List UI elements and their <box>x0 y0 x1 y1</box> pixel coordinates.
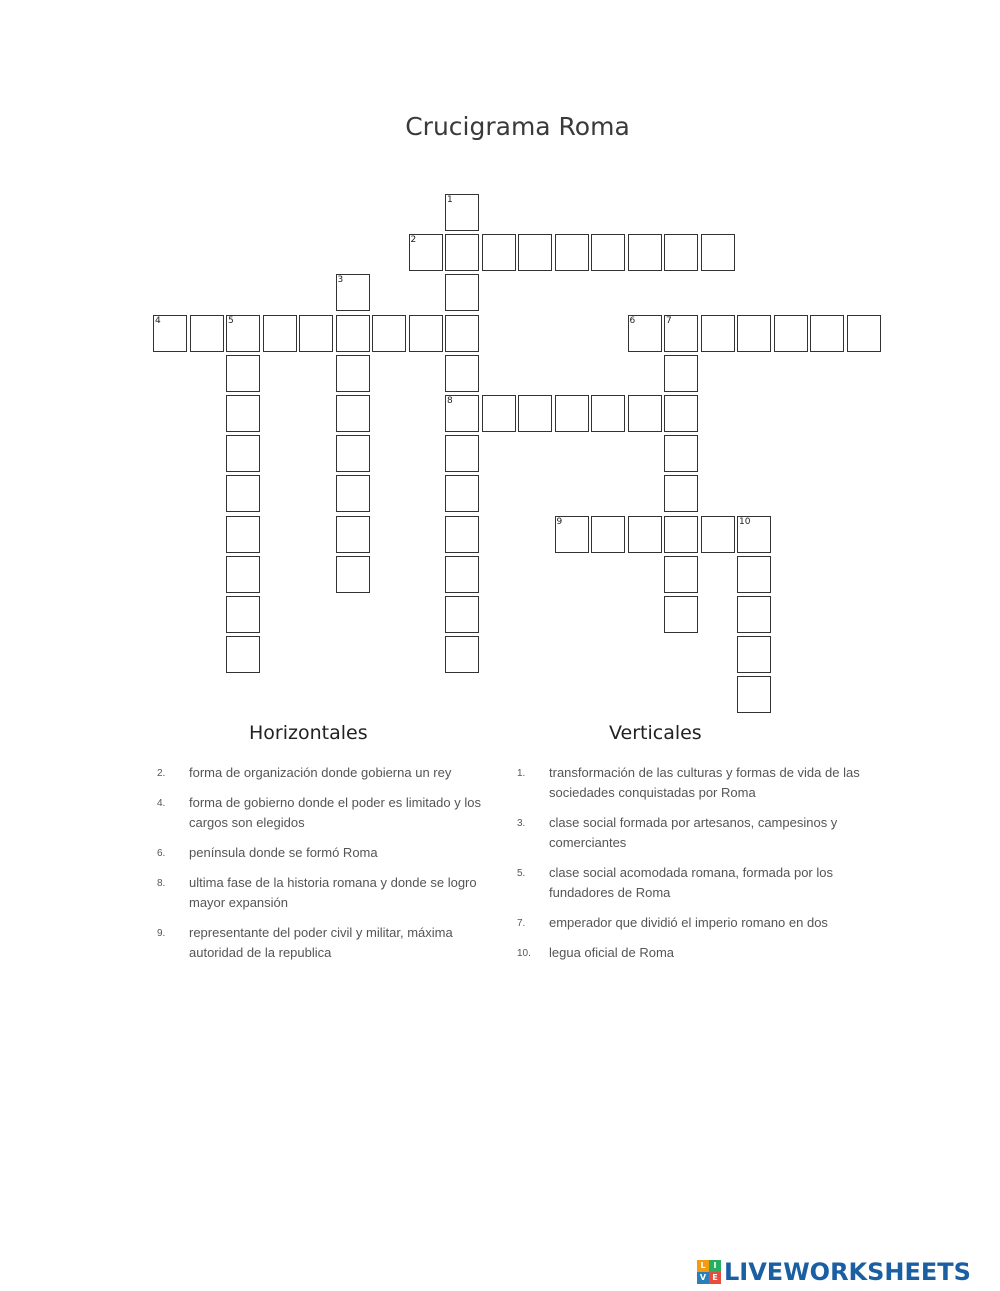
clue-text: forma de gobierno donde el poder es limitado y los cargos son elegidos <box>189 795 481 830</box>
liveworksheets-logo <box>697 1257 971 1287</box>
crossword-cell[interactable] <box>445 395 479 432</box>
crossword-cell[interactable] <box>701 516 735 553</box>
crossword-cell[interactable] <box>664 234 698 271</box>
crossword-cell[interactable] <box>482 395 516 432</box>
crossword-cell[interactable] <box>445 194 479 231</box>
clue-number: 10. <box>517 948 531 959</box>
crossword-cell[interactable] <box>591 516 625 553</box>
crossword-cell[interactable] <box>701 315 735 352</box>
crossword-cell[interactable] <box>445 435 479 472</box>
crossword-cell[interactable] <box>409 315 443 352</box>
clue-number: 6. <box>157 848 166 859</box>
clue-item <box>157 763 497 783</box>
crossword-cell[interactable] <box>226 556 260 593</box>
crossword-cell[interactable] <box>445 274 479 311</box>
crossword-cell[interactable] <box>336 395 370 432</box>
clue-item <box>517 913 879 933</box>
crossword-cell[interactable] <box>336 355 370 392</box>
crossword-cell[interactable] <box>226 315 260 352</box>
crossword-cell[interactable] <box>591 234 625 271</box>
clue-text: clase social formada por artesanos, campesinos y comerciantes <box>549 815 838 850</box>
crossword-cell[interactable] <box>445 516 479 553</box>
crossword-cell[interactable] <box>226 636 260 673</box>
clue-text: legua oficial de Roma <box>549 945 675 960</box>
clue-item <box>517 863 879 903</box>
crossword-cell[interactable] <box>737 636 771 673</box>
clue-number-label: 5 <box>228 315 234 326</box>
logo-mark-icon <box>697 1260 721 1284</box>
crossword-cell[interactable] <box>591 395 625 432</box>
crossword-cell[interactable] <box>737 556 771 593</box>
crossword-cell[interactable] <box>664 315 698 352</box>
verticales-clue-list <box>517 763 879 973</box>
crossword-cell[interactable] <box>628 315 662 352</box>
crossword-cell[interactable] <box>226 475 260 512</box>
crossword-cell[interactable] <box>226 355 260 392</box>
clue-text: clase social acomodada romana, formada por los fundadores de Roma <box>549 865 833 900</box>
logo-mark-letter: I <box>709 1260 721 1272</box>
clue-item <box>517 813 879 853</box>
crossword-cell[interactable] <box>664 355 698 392</box>
crossword-cell[interactable] <box>226 435 260 472</box>
crossword-cell[interactable] <box>336 556 370 593</box>
logo-mark-letter: E <box>709 1272 721 1284</box>
clue-text: representante del poder civil y militar, máxima autoridad de la republica <box>189 925 453 960</box>
crossword-cell[interactable] <box>190 315 224 352</box>
crossword-cell[interactable] <box>226 395 260 432</box>
crossword-cell[interactable] <box>153 315 187 352</box>
clue-number: 8. <box>157 878 166 889</box>
clue-number: 1. <box>517 768 526 779</box>
horizontales-clue-list <box>157 763 497 973</box>
clue-item <box>157 843 497 863</box>
crossword-cell[interactable] <box>737 516 771 553</box>
crossword-cell[interactable] <box>409 234 443 271</box>
clue-number: 5. <box>517 868 526 879</box>
crossword-cell[interactable] <box>482 234 516 271</box>
clue-number-label: 6 <box>629 315 636 326</box>
crossword-cell[interactable] <box>628 395 662 432</box>
crossword-cell[interactable] <box>445 315 479 352</box>
crossword-cell[interactable] <box>518 234 552 271</box>
crossword-cell[interactable] <box>372 315 406 352</box>
clue-number-label: 9 <box>556 516 563 527</box>
crossword-cell[interactable] <box>737 676 771 713</box>
crossword-cell[interactable] <box>445 636 479 673</box>
clue-text: ultima fase de la historia romana y donde se logro mayor expansión <box>189 875 477 910</box>
clue-item <box>157 923 497 963</box>
crossword-cell[interactable] <box>336 516 370 553</box>
clue-number-label: 8 <box>447 396 453 406</box>
logo-mark-letter: V <box>697 1272 709 1284</box>
crossword-cell[interactable] <box>263 315 297 352</box>
crossword-cell[interactable] <box>336 435 370 472</box>
clue-text: forma de organización donde gobierna un rey <box>189 765 452 780</box>
crossword-cell[interactable] <box>555 516 589 553</box>
clue-text: transformación de las culturas y formas de vida de las sociedades conquistadas por Roma <box>549 765 860 800</box>
crossword-cell[interactable] <box>737 596 771 633</box>
crossword-cell[interactable] <box>299 315 333 352</box>
crossword-cell[interactable] <box>810 315 844 352</box>
crossword-cell[interactable] <box>445 475 479 512</box>
clue-number: 2. <box>157 768 166 779</box>
verticales-heading: Verticales <box>609 722 702 744</box>
horizontales-heading: Horizontales <box>249 722 368 744</box>
crossword-cell[interactable] <box>445 234 479 271</box>
clue-number: 3. <box>517 818 526 829</box>
crossword-cell[interactable] <box>336 274 370 311</box>
crossword-cell[interactable] <box>701 234 735 271</box>
clue-number-label: 2 <box>410 235 417 246</box>
clue-number-label: 3 <box>337 275 344 286</box>
crossword-cell[interactable] <box>445 596 479 633</box>
page-title: Crucigrama Roma <box>405 112 630 141</box>
clue-item <box>157 793 497 833</box>
crossword-cell[interactable] <box>664 556 698 593</box>
clue-text: península donde se formó Roma <box>189 845 378 860</box>
clue-number-label: 4 <box>155 315 161 326</box>
clue-item <box>157 873 497 913</box>
crossword-cell[interactable] <box>336 475 370 512</box>
crossword-cell[interactable] <box>555 234 589 271</box>
crossword-cell[interactable] <box>664 475 698 512</box>
crossword-cell[interactable] <box>445 556 479 593</box>
crossword-cell[interactable] <box>226 516 260 553</box>
logo-mark-letter: L <box>697 1260 709 1272</box>
clue-number-label: 1 <box>447 195 453 205</box>
crossword-cell[interactable] <box>518 395 552 432</box>
crossword-cell[interactable] <box>628 234 662 271</box>
crossword-cell[interactable] <box>664 596 698 633</box>
crossword-cell[interactable] <box>445 355 479 392</box>
clue-number-label: 7 <box>666 315 672 326</box>
crossword-cell[interactable] <box>664 435 698 472</box>
crossword-cell[interactable] <box>226 596 260 633</box>
crossword-cell[interactable] <box>664 516 698 553</box>
clue-text: emperador que dividió el imperio romano en dos <box>549 915 828 930</box>
logo-text: LIVEWORKSHEETS <box>724 1258 971 1286</box>
clue-item <box>517 763 879 803</box>
clue-number: 7. <box>517 918 526 929</box>
crossword-cell[interactable] <box>628 516 662 553</box>
crossword-cell[interactable] <box>737 315 771 352</box>
clue-number: 4. <box>157 798 166 809</box>
clue-number: 9. <box>157 928 166 939</box>
crossword-cell[interactable] <box>774 315 808 352</box>
crossword-cell[interactable] <box>664 395 698 432</box>
crossword-cell[interactable] <box>555 395 589 432</box>
crossword-cell[interactable] <box>847 315 881 352</box>
crossword-cell[interactable] <box>336 315 370 352</box>
clue-number-label: 10 <box>739 516 751 527</box>
clue-item <box>517 943 879 963</box>
